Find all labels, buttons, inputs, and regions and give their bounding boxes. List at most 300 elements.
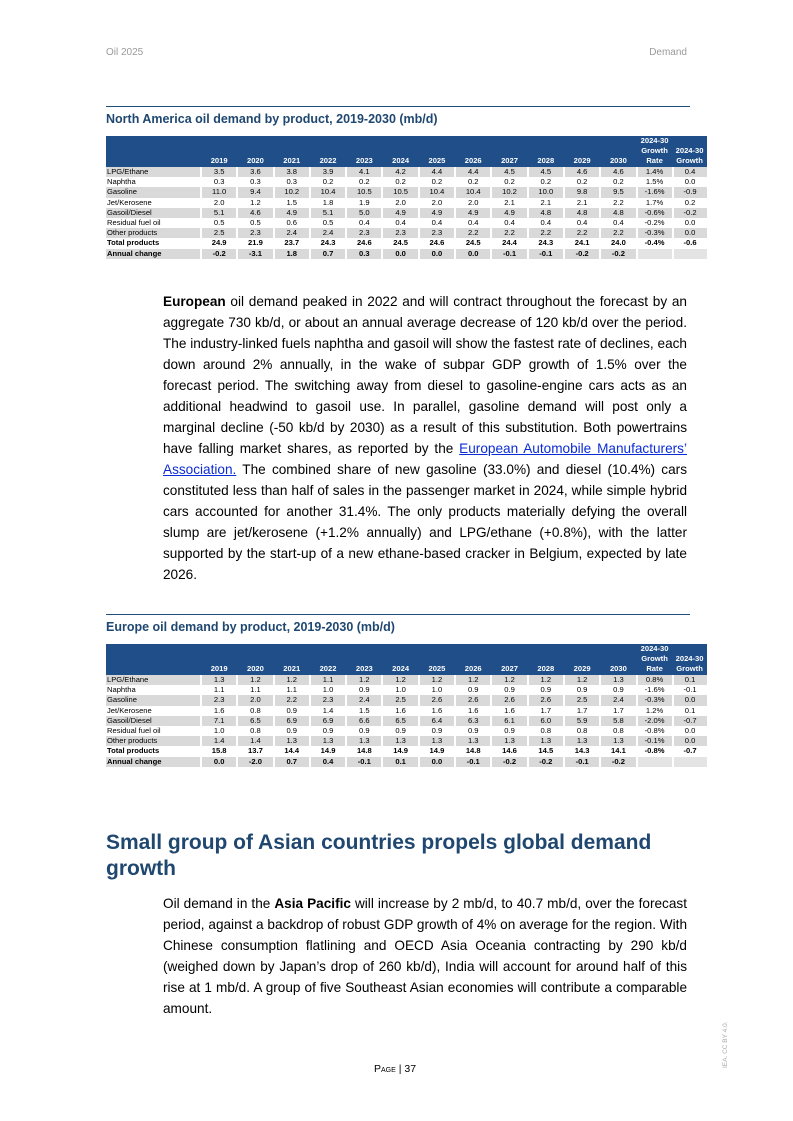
row-label: Total products	[107, 746, 160, 756]
table-cell: 6.5	[382, 716, 418, 726]
header-line: Growth	[676, 664, 703, 673]
table-cell: 1.2%	[637, 706, 673, 716]
table-row	[106, 228, 707, 238]
header-line: Growth	[641, 654, 668, 663]
table-cell: 1.3	[528, 736, 564, 746]
table-cell: -0.2	[673, 208, 707, 218]
row-header-blank	[106, 136, 201, 167]
table-cell: 1.2	[419, 675, 455, 685]
north-america-table-figure	[106, 106, 704, 259]
table-cell: 2.3	[382, 228, 418, 238]
table-cell: 4.6	[237, 208, 273, 218]
table-cell: 0.4	[491, 218, 527, 228]
table-cell: 0.1	[673, 675, 707, 685]
table-cell: 1.3	[600, 736, 636, 746]
table-cell: 0.3	[237, 177, 273, 187]
table-cell: 1.3	[274, 736, 310, 746]
header-line: Rate	[646, 156, 663, 165]
table-cell: 1.6	[491, 706, 527, 716]
table-cell: 10.5	[382, 187, 418, 197]
row-label: LPG/Ethane	[106, 167, 201, 177]
table-cell: 3.5	[201, 167, 237, 177]
table-cell: 1.1	[237, 685, 273, 695]
table-cell: 3.9	[310, 167, 346, 177]
table-cell: 1.9	[346, 198, 382, 208]
table-cell: -0.9	[673, 187, 707, 197]
column-header-year: 2029	[564, 136, 600, 167]
table-cell: 2.5	[382, 695, 418, 705]
row-label: Annual change	[106, 757, 201, 767]
table-cell: 4.8	[600, 208, 636, 218]
table-cell: 0.4	[528, 218, 564, 228]
table-row	[106, 736, 707, 746]
column-header-growth-rate	[637, 644, 673, 675]
table-cell: 3.6	[237, 167, 273, 177]
table-cell: 24.6	[346, 238, 382, 248]
table-cell: 1.8	[310, 198, 346, 208]
table-cell: 5.8	[600, 716, 636, 726]
table-cell: 0.0	[382, 249, 418, 259]
table-cell: -0.8%	[637, 726, 673, 736]
table-cell: 0.9	[419, 726, 455, 736]
table-cell: -0.1	[455, 757, 491, 767]
table-cell: 0.3	[346, 249, 382, 259]
row-label: Gasoil/Diesel	[106, 716, 201, 726]
table-cell: -1.6%	[637, 685, 673, 695]
table-cell: 4.8	[528, 208, 564, 218]
table-cell: 0.7	[274, 757, 310, 767]
table-cell: 0.9	[491, 726, 527, 736]
table-cell: 2.2	[600, 198, 636, 208]
table-cell: 5.1	[310, 208, 346, 218]
table-row	[106, 685, 707, 695]
table-row	[106, 177, 707, 187]
table-cell: 4.6	[600, 167, 636, 177]
row-label: Naphtha	[107, 685, 136, 695]
column-header-year: 2024	[382, 644, 418, 675]
table-cell: -0.3%	[637, 228, 673, 238]
table-cell: 2.2	[528, 228, 564, 238]
table-cell: 7.1	[201, 716, 237, 726]
table-row	[106, 187, 707, 197]
column-header-growth-rate	[637, 136, 673, 167]
table-cell: 5.1	[201, 208, 237, 218]
table-cell: 4.9	[382, 208, 418, 218]
table-cell: 0.0	[673, 177, 707, 187]
table-cell: 2.3	[310, 695, 346, 705]
table-cell: 2.4	[310, 228, 346, 238]
table-cell: 0.9	[455, 726, 491, 736]
table-cell: 1.6	[419, 706, 455, 716]
table-cell: 1.1	[274, 685, 310, 695]
table-cell: 10.0	[528, 187, 564, 197]
acea-link[interactable]: European Automobile Manufacturers’ Association.	[163, 441, 687, 477]
header-line: 2024-30	[640, 644, 669, 653]
table-cell: -0.1	[491, 249, 527, 259]
row-label: Other products	[106, 228, 201, 238]
table-cell: 6.9	[274, 716, 310, 726]
table-cell: 0.4	[600, 218, 636, 228]
row-label: Gasoline	[106, 695, 201, 705]
table-cell: 0.2	[528, 177, 564, 187]
table-cell: 4.2	[382, 167, 418, 177]
table-cell: 1.6	[455, 706, 491, 716]
table-cell: -0.1	[564, 757, 600, 767]
table-cell: 0.8	[237, 706, 273, 716]
table-cell: -0.2	[201, 249, 237, 259]
row-header-blank	[106, 644, 201, 675]
table-cell: 1.1	[201, 685, 237, 695]
table-row	[106, 675, 707, 685]
table-cell: 0.4	[419, 218, 455, 228]
table-cell: 0.9	[455, 685, 491, 695]
table-cell: 0.3	[274, 177, 310, 187]
header-line: 2024-30	[640, 136, 669, 145]
table-cell: -0.2	[491, 757, 527, 767]
table-row	[106, 726, 707, 736]
table-cell: 0.4	[455, 218, 491, 228]
table-cell: 2.3	[346, 228, 382, 238]
table-cell: 14.8	[346, 746, 382, 756]
license-note: IEA. CC BY 4.0.	[722, 1021, 729, 1068]
table-cell: 1.6	[382, 706, 418, 716]
table-cell: 0.9	[600, 685, 636, 695]
table-cell: 0.2	[382, 177, 418, 187]
table-cell: -0.1	[673, 685, 707, 695]
europe-table-figure	[106, 614, 704, 767]
table-row	[106, 167, 707, 177]
row-label: Residual fuel oil	[107, 218, 161, 228]
column-header-year: 2023	[346, 136, 382, 167]
table-cell: 1.5%	[637, 177, 673, 187]
table-cell: 0.1	[673, 706, 707, 716]
paragraph-text: oil demand peaked in 2022 and will contract throughout the forecast by an aggregate 730 kb/d, or about an annual average decrease of 120 kb/d over the period. The industry-linked fuels naphtha and gasoil will show the fastest rate of declines, each down around 2% annually, in the wake of subpar GDP growth of 1.5% over the forecast period. The switching away from diesel to gasoline-engine cars acts as an additional headwind to gasoil use. In parallel, gasoline demand will post only a marginal decline (-50 kb/d by 2030) as a result of this substitution. Both powertrains have falling market shares, as reported by the	[163, 294, 687, 456]
table-cell: -0.4%	[637, 238, 673, 248]
table-cell: 14.1	[600, 746, 636, 756]
table-cell: 6.5	[237, 716, 273, 726]
bold-term: Asia Pacific	[274, 896, 351, 911]
table-cell: 0.4	[310, 757, 346, 767]
column-header-year: 2027	[491, 644, 527, 675]
column-header-year: 2022	[310, 136, 346, 167]
table-cell: 9.8	[564, 187, 600, 197]
header-line: 2024-30	[675, 654, 704, 663]
table-row	[106, 249, 707, 259]
column-header-year: 2026	[455, 644, 491, 675]
table-cell	[637, 757, 673, 767]
table-cell: 1.2	[346, 675, 382, 685]
figure-title: North America oil demand by product, 2019-2030 (mb/d)	[106, 112, 438, 126]
table-cell: 0.2	[491, 177, 527, 187]
table-row	[106, 218, 707, 228]
row-label: LPG/Ethane	[106, 675, 201, 685]
table-cell: 2.3	[201, 695, 237, 705]
row-label: Jet/Kerosene	[107, 705, 152, 715]
table-cell: 5.0	[346, 208, 382, 218]
figure-top-rule	[106, 106, 690, 107]
table-cell: 24.5	[455, 238, 491, 248]
table-cell: 24.5	[382, 238, 418, 248]
table-cell: -0.2	[600, 249, 636, 259]
table-cell: 2.1	[564, 198, 600, 208]
row-label: Annual change	[106, 249, 201, 259]
asia-paragraph	[163, 893, 687, 1019]
column-header-year: 2028	[528, 644, 564, 675]
table-cell: 1.3	[382, 736, 418, 746]
table-cell: 4.8	[564, 208, 600, 218]
table-cell: 2.1	[528, 198, 564, 208]
table-cell: 10.4	[455, 187, 491, 197]
table-cell: 2.1	[491, 198, 527, 208]
table-cell: -0.7	[673, 716, 707, 726]
table-cell: 1.7%	[637, 198, 673, 208]
table-cell: 0.9	[310, 726, 346, 736]
table-cell: 0.2	[310, 177, 346, 187]
table-cell: 0.8	[528, 726, 564, 736]
table-cell: 4.6	[564, 167, 600, 177]
table-cell: 0.5	[201, 218, 237, 228]
table-cell: 1.8	[274, 249, 310, 259]
table-cell: 4.9	[455, 208, 491, 218]
column-header-growth	[673, 136, 707, 167]
table-row	[106, 198, 707, 208]
table-cell: 0.0	[673, 695, 707, 705]
table-cell: 1.0	[382, 685, 418, 695]
table-cell: 1.3	[310, 736, 346, 746]
table-cell: 14.3	[564, 746, 600, 756]
table-cell: 6.4	[419, 716, 455, 726]
paragraph-text: will increase by 2 mb/d, to 40.7 mb/d, over the forecast period, against a backdrop of robust GDP growth of 4% on average for the region. With Chinese consumption flatlining and OECD Asia Oceania contracting by 290 kb/d (weighed down by Japan’s drop of 260 kb/d), India will account for around half of this rise at 1 mb/d. A group of five Southeast Asian economies will contribute a comparable amount.	[163, 896, 687, 1016]
running-header-section: Demand	[649, 47, 687, 58]
table-cell: 6.3	[455, 716, 491, 726]
table-cell: 0.8	[564, 726, 600, 736]
row-label: Residual fuel oil	[107, 726, 161, 736]
row-label: Other products	[106, 736, 201, 746]
table-cell: 2.2	[600, 228, 636, 238]
row-label: Gasoline	[106, 187, 201, 197]
table-cell: 0.0	[673, 726, 707, 736]
table-cell: 1.4	[201, 736, 237, 746]
table-cell: 1.2	[491, 675, 527, 685]
table-cell: 2.4	[274, 228, 310, 238]
table-row	[106, 757, 707, 767]
column-header-year: 2025	[419, 136, 455, 167]
table-cell: -2.0	[237, 757, 273, 767]
table-row	[106, 695, 707, 705]
table-cell: 0.7	[310, 249, 346, 259]
table-cell: 14.5	[528, 746, 564, 756]
table-cell: 11.0	[201, 187, 237, 197]
table-row	[106, 706, 707, 716]
europe-paragraph	[163, 291, 687, 585]
table-cell: 0.0	[673, 736, 707, 746]
table-cell: 1.0	[419, 685, 455, 695]
table-cell	[637, 249, 673, 259]
table-cell: 2.0	[455, 198, 491, 208]
table-cell: 0.2	[564, 177, 600, 187]
north-america-demand-table	[106, 136, 707, 259]
table-cell: 14.8	[455, 746, 491, 756]
table-cell: 0.4	[673, 167, 707, 177]
column-header-year: 2029	[564, 644, 600, 675]
table-cell: 0.2	[346, 177, 382, 187]
table-cell: 1.3	[455, 736, 491, 746]
table-cell: 13.7	[237, 746, 273, 756]
table-cell: 4.9	[491, 208, 527, 218]
table-cell: 0.1	[382, 757, 418, 767]
table-cell: 2.5	[564, 695, 600, 705]
table-cell: -2.0%	[637, 716, 673, 726]
table-cell: 14.9	[382, 746, 418, 756]
table-cell: 1.3	[491, 736, 527, 746]
table-cell: 0.9	[382, 726, 418, 736]
table-cell: 9.4	[237, 187, 273, 197]
page-footer	[374, 1063, 416, 1075]
table-row	[106, 746, 707, 756]
table-cell: 24.1	[564, 238, 600, 248]
table-cell: 2.2	[564, 228, 600, 238]
column-header-year: 2026	[455, 136, 491, 167]
europe-demand-table	[106, 644, 707, 767]
table-cell: 0.5	[237, 218, 273, 228]
table-cell: 24.3	[528, 238, 564, 248]
table-cell: 0.2	[455, 177, 491, 187]
table-cell: 0.0	[419, 249, 455, 259]
table-cell: 15.8	[201, 746, 237, 756]
table-cell: 0.5	[310, 218, 346, 228]
table-cell: 4.5	[491, 167, 527, 177]
column-header-year: 2023	[346, 644, 382, 675]
table-cell: 2.4	[346, 695, 382, 705]
table-cell: -0.1	[528, 249, 564, 259]
column-header-year: 2028	[528, 136, 564, 167]
table-cell: 24.0	[600, 238, 636, 248]
column-header-year: 2027	[491, 136, 527, 167]
column-header-year: 2019	[201, 136, 237, 167]
table-cell: 1.5	[346, 706, 382, 716]
table-cell: 1.7	[564, 706, 600, 716]
table-cell: 3.8	[274, 167, 310, 177]
table-cell: 2.0	[382, 198, 418, 208]
table-cell: 1.2	[237, 675, 273, 685]
column-header-year: 2030	[600, 136, 636, 167]
table-cell: 2.2	[455, 228, 491, 238]
table-cell: 1.4	[310, 706, 346, 716]
table-cell: -0.3%	[637, 695, 673, 705]
table-cell: -0.2	[600, 757, 636, 767]
running-header-title: Oil 2025	[106, 47, 144, 58]
table-cell: 1.0	[201, 726, 237, 736]
page-number: 37	[404, 1063, 417, 1075]
table-cell: -0.2	[564, 249, 600, 259]
table-cell: -0.1%	[637, 736, 673, 746]
table-cell: 10.4	[310, 187, 346, 197]
table-cell: 4.9	[274, 208, 310, 218]
table-cell: 2.6	[455, 695, 491, 705]
table-cell: 0.9	[274, 726, 310, 736]
table-cell: 0.9	[564, 685, 600, 695]
table-cell: 2.2	[491, 228, 527, 238]
table-cell: 0.2	[673, 198, 707, 208]
table-cell: 4.1	[346, 167, 382, 177]
table-cell: 4.4	[419, 167, 455, 177]
table-cell: 1.3	[201, 675, 237, 685]
table-cell: 0.3	[201, 177, 237, 187]
column-header-growth	[673, 644, 707, 675]
table-cell: 1.2	[528, 675, 564, 685]
table-cell: 2.6	[528, 695, 564, 705]
table-cell: 0.0	[419, 757, 455, 767]
bold-lead: European	[163, 294, 226, 309]
table-cell: 6.9	[310, 716, 346, 726]
table-cell: 0.0	[673, 218, 707, 228]
table-cell: 0.8	[237, 726, 273, 736]
table-cell: -1.6%	[637, 187, 673, 197]
table-cell: 0.8%	[637, 675, 673, 685]
table-cell: 2.0	[419, 198, 455, 208]
table-cell: 0.9	[274, 706, 310, 716]
table-cell: 1.6	[201, 706, 237, 716]
table-cell: 0.0	[201, 757, 237, 767]
table-cell: 10.5	[346, 187, 382, 197]
column-header-year: 2019	[201, 644, 237, 675]
table-row	[106, 238, 707, 248]
table-cell: 0.4	[346, 218, 382, 228]
separator: |	[395, 1063, 405, 1075]
table-cell: 0.4	[382, 218, 418, 228]
paragraph-text: The combined share of new gasoline (33.0%) and diesel (10.4%) cars constituted less than half of sales in the passenger market in 2024, while simple hybrid cars accounted for another 31.4%. The only products materially defying the overall slump are jet/kerosene (+1.2% annually) and LPG/ethane (+0.8%), with the latter supported by the start-up of a new ethane-based cracker in Belgium, expected by late 2026.	[163, 462, 687, 582]
table-cell: 21.9	[237, 238, 273, 248]
table-cell: 2.0	[201, 198, 237, 208]
table-cell: 14.9	[310, 746, 346, 756]
table-cell: 23.7	[274, 238, 310, 248]
column-header-year: 2021	[274, 136, 310, 167]
table-cell: 1.4%	[637, 167, 673, 177]
table-cell: 0.0	[673, 228, 707, 238]
table-cell: 1.5	[274, 198, 310, 208]
table-cell: 5.9	[564, 716, 600, 726]
table-cell: 1.7	[528, 706, 564, 716]
table-cell: 0.6	[274, 218, 310, 228]
table-cell: 0.9	[491, 685, 527, 695]
table-cell: -0.2%	[637, 218, 673, 228]
table-cell: 4.9	[419, 208, 455, 218]
paragraph-text: Oil demand in the	[163, 896, 275, 911]
table-cell: 1.7	[600, 706, 636, 716]
table-cell: 14.6	[491, 746, 527, 756]
table-cell: 1.2	[237, 198, 273, 208]
table-cell: 2.5	[201, 228, 237, 238]
table-cell: 10.2	[491, 187, 527, 197]
table-cell: 0.0	[455, 249, 491, 259]
table-cell: 6.6	[346, 716, 382, 726]
table-cell: 1.3	[419, 736, 455, 746]
table-cell: 0.9	[346, 685, 382, 695]
figure-top-rule	[106, 614, 690, 615]
section-heading: Small group of Asian countries propels global demand growth	[106, 831, 652, 880]
table-cell: -0.2	[528, 757, 564, 767]
table-cell: 0.2	[419, 177, 455, 187]
table-cell: 1.4	[237, 736, 273, 746]
table-cell: 1.1	[310, 675, 346, 685]
table-cell: 2.6	[491, 695, 527, 705]
table-cell: -0.6	[673, 238, 707, 248]
row-label: Total products	[107, 238, 160, 248]
table-cell: 24.9	[201, 238, 237, 248]
table-cell: 10.4	[419, 187, 455, 197]
header-line: Growth	[641, 146, 668, 155]
table-cell: 6.1	[491, 716, 527, 726]
